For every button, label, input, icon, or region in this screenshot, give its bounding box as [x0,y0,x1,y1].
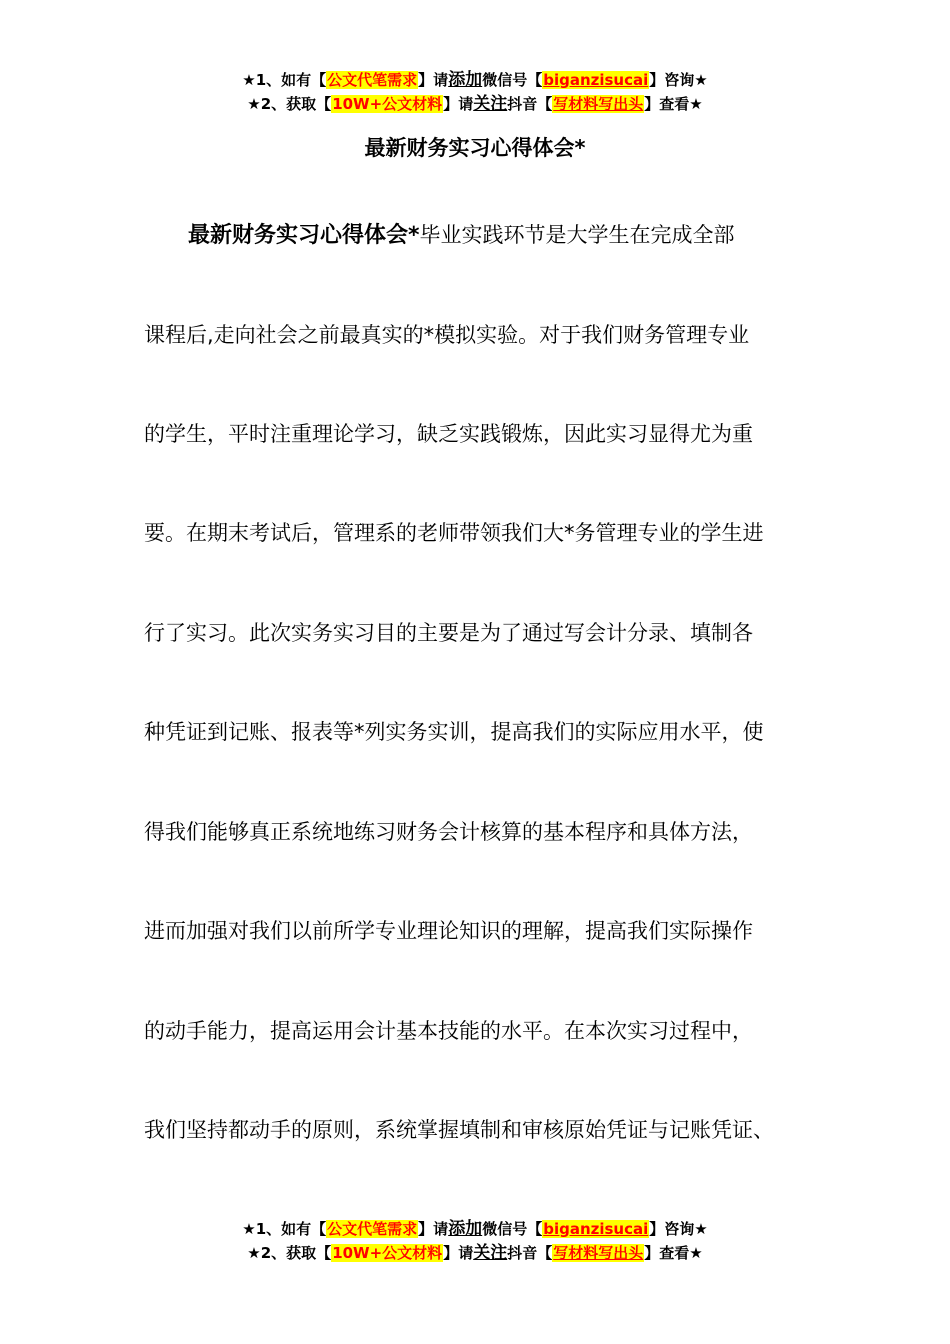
paragraph-line: 行了实习。此次实务实习目的主要是为了通过写会计分录、填制各 [144,621,753,645]
banner-text: 】查看★ [644,95,703,113]
paragraph-line: 课程后,走向社会之前最真实的*模拟实验。对于我们财务管理专业 [144,323,750,347]
banner-text: ★1、如有【 [242,1220,327,1238]
banner-text: ★2、获取【 [247,95,332,113]
header-banner [0,68,950,116]
paragraph-lead: 最新财务实习心得体会* [188,223,420,248]
wechat-id: biganzisucai [543,71,649,89]
banner-text: 微信号【 [482,71,543,89]
banner-text: 】咨询★ [649,1220,708,1238]
highlight-service: 公文代笔需求 [327,1220,418,1238]
paragraph-line: 的学生，平时注重理论学习，缺乏实践锻炼，因此实习显得尤为重 [144,422,753,446]
banner-line-1 [0,68,950,92]
emphasis-follow: 关注 [473,94,508,114]
banner-text: 】请 [418,1220,449,1238]
emphasis-add: 添加 [448,1219,483,1239]
paragraph-line: 的动手能力，提高运用会计基本技能的水平。在本次实习过程中， [144,1019,753,1043]
footer-banner [0,1217,950,1265]
banner-line-2 [0,92,950,116]
banner-text: 】请 [418,71,449,89]
paragraph-line: 我们坚持都动手的原则，系统掌握填制和审核原始凭证与记账凭证、 [144,1118,774,1142]
banner-text: 抖音【 [507,1244,553,1262]
banner-text: 微信号【 [482,1220,543,1238]
emphasis-add: 添加 [448,70,483,90]
line-text: 毕业实践环节是大学生在完成全部 [419,223,735,247]
paragraph-line [188,220,735,251]
document-title: 最新财务实习心得体会* [364,136,586,160]
douyin-account: 写材料写出头 [553,95,644,113]
banner-line-2 [0,1241,950,1265]
wechat-id: biganzisucai [543,1220,649,1238]
banner-text: 】请 [443,1244,474,1262]
banner-line-1 [0,1217,950,1241]
banner-text: ★1、如有【 [242,71,327,89]
banner-text: 抖音【 [507,95,553,113]
paragraph-line: 进而加强对我们以前所学专业理论知识的理解，提高我们实际操作 [144,919,753,943]
douyin-account: 写材料写出头 [553,1244,644,1262]
banner-text: 】请 [443,95,474,113]
emphasis-follow: 关注 [473,1243,508,1263]
paragraph-line: 得我们能够真正系统地练习财务会计核算的基本程序和具体方法， [144,820,753,844]
highlight-materials: 10W+公文材料 [332,95,443,113]
highlight-materials: 10W+公文材料 [332,1244,443,1262]
paragraph-line: 种凭证到记账、报表等*列实务实训，提高我们的实际应用水平，使 [144,720,764,744]
highlight-service: 公文代笔需求 [327,71,418,89]
banner-text: ★2、获取【 [247,1244,332,1262]
banner-text: 】查看★ [644,1244,703,1262]
banner-text: 】咨询★ [649,71,708,89]
paragraph-line: 要。在期末考试后，管理系的老师带领我们大*务管理专业的学生进 [144,521,764,545]
